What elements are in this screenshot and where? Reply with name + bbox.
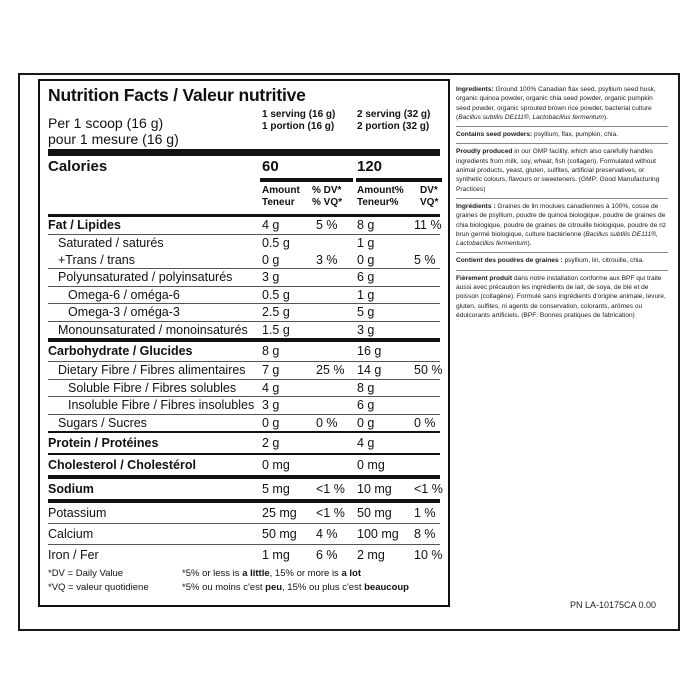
amount-col2: 10 mg [357, 482, 392, 496]
vq-definition: *VQ = valeur quotidiene [48, 582, 149, 593]
part-number: PN LA-10175CA 0.00 [570, 600, 657, 610]
contains-fr: Contient des poudres de graines : psyllium, lin, citrouille, chia. [456, 257, 644, 265]
amount-col1: 1.5 g [262, 322, 290, 337]
calories-col1: 60 [262, 158, 279, 175]
dv-col1: 3 % [316, 252, 338, 267]
nutrient-label: Soluble Fibre / Fibres solubles [68, 380, 237, 395]
nutrient-row [48, 338, 440, 361]
nutrient-label: Carbohydrate / Glucides [48, 344, 193, 358]
amount-col1: 2.5 g [262, 305, 290, 319]
dv-header-dv2: DV* [420, 185, 438, 196]
nutrient-row [48, 544, 443, 565]
nutrient-label: Sodium [48, 482, 94, 496]
dv-col2: 8 % [414, 527, 436, 541]
facility-en: Proudly produced in our GMP facility, which also carefully handles ingredients from milk, soy, wheat, fish (collagen). Formulated without animal products, yeast, gluten, sulfites, artificial preservatives, or synthetic colours, flavours or sweeteners. (GMP: Good Manufacturing Practices) [456, 148, 660, 193]
dv-header-teneur: Teneur [262, 197, 295, 208]
nutrient-row [48, 499, 440, 523]
amount-col1: 0 mg [262, 458, 290, 472]
nutrient-label: Polyunsaturated / polyinsaturés [58, 270, 233, 284]
nutrient-row [48, 286, 440, 304]
dv-col2: 5 % [414, 252, 436, 267]
dv-col1: 4 % [316, 527, 338, 541]
dv-col1: 5 % [316, 218, 338, 232]
dv-header-teneur2: Teneur% [357, 197, 399, 208]
amount-col2: 5 g [357, 305, 375, 319]
contains-en: Contains seed powders: psyllium, flax, pumpkin, chia. [456, 131, 618, 139]
nutrient-label: Potassium [48, 506, 107, 520]
nutrient-row [48, 303, 440, 321]
nutrient-label: +Trans / trans [58, 252, 135, 267]
nutrient-label: Monounsaturated / monoinsaturés [58, 322, 248, 337]
amount-col1: 1 mg [262, 548, 290, 562]
nutrient-row [48, 414, 440, 432]
serving-col2-fr: 2 portion (32 g) [357, 121, 430, 132]
nutrient-row [48, 268, 440, 286]
dv-col1: <1 % [316, 482, 345, 496]
dv-col2: 50 % [414, 363, 443, 377]
amount-col1: 7 g [262, 363, 280, 377]
nutrient-row [48, 523, 440, 544]
dv-header [48, 182, 440, 214]
amount-col1: 0.5 g [262, 287, 290, 302]
calories-row [48, 149, 440, 178]
dv-guide-fr: *5% ou moins c'est peu, 15% ou plus c'est beaucoup [182, 582, 409, 593]
nutrient-row [48, 475, 443, 499]
nutrient-row [48, 453, 440, 475]
nutrient-label: Sugars / Sucres [58, 415, 147, 430]
nutrient-row [48, 234, 440, 252]
nutrient-label: Saturated / saturés [58, 236, 164, 250]
dv-guide-en: *5% or less is a little, 15% or more is a lot [182, 568, 361, 579]
dv-col2: 0 % [414, 415, 436, 430]
amount-col1: 50 mg [262, 527, 297, 541]
nutrient-row [48, 252, 440, 269]
dv-col1: 0 % [316, 415, 338, 430]
nutrient-label: Insoluble Fibre / Fibres insolubles [68, 398, 255, 412]
amount-col1: 2 g [262, 436, 280, 450]
amount-col1: 3 g [262, 398, 280, 412]
dv-col1: <1 % [316, 506, 345, 520]
serving-col1-en: 1 serving (16 g) [262, 109, 336, 120]
nutrient-row [48, 217, 440, 234]
nutrition-facts-panel [38, 79, 450, 607]
amount-col2: 16 g [357, 344, 382, 358]
amount-col2: 0 g [357, 252, 375, 267]
amount-col1: 0 g [262, 252, 280, 267]
nutrient-label: Omega-6 / oméga-6 [68, 287, 180, 302]
calories-col2: 120 [357, 158, 383, 175]
amount-col2: 2 mg [357, 548, 385, 562]
nutrition-facts-title: Nutrition Facts / Valeur nutritive [48, 85, 306, 105]
ingredients-fr: Ingrédients : Graines de lin moulues canadiennes à 100%, cosse de graines de psyllium, poudre de quinoa biologique, poudre de graines de chia biologique, poudre de graines de citrouille biologique, poudre de riz brun germé biologique, culture bactérienne (Bacillus subtilis DE111®, Lactobacillus fermentum). [456, 202, 667, 248]
amount-col2: 8 g [357, 380, 375, 395]
per-scoop-en: Per 1 scoop (16 g) [48, 115, 164, 131]
amount-col1: 0 g [262, 415, 280, 430]
nutrition-footer [48, 567, 440, 601]
dv-header-dv: % DV* [312, 185, 342, 196]
nutrient-row [48, 361, 443, 379]
dv-header-amount2: Amount% [357, 185, 404, 196]
dv-col2: 1 % [414, 506, 436, 520]
amount-col2: 3 g [357, 322, 375, 337]
serving-col1-fr: 1 portion (16 g) [262, 121, 335, 132]
dv-col2: 10 % [414, 548, 443, 562]
nutrient-label: Cholesterol / Cholestérol [48, 458, 196, 472]
nutrient-row [48, 379, 440, 397]
dv-header-amount: Amount [262, 185, 300, 196]
nutrient-label: Protein / Protéines [48, 436, 159, 450]
amount-col1: 0.5 g [262, 236, 290, 250]
amount-col1: 8 g [262, 344, 280, 358]
amount-col2: 50 mg [357, 506, 392, 520]
serving-col2-en: 2 serving (32 g) [357, 109, 431, 120]
nutrient-rows [48, 217, 443, 565]
dv-col2: <1 % [414, 482, 443, 496]
nutrient-row [48, 431, 440, 453]
amount-col2: 100 mg [357, 527, 399, 541]
calories-label: Calories [48, 158, 108, 175]
nutrient-label: Dietary Fibre / Fibres alimentaires [58, 363, 246, 377]
amount-col2: 1 g [357, 236, 375, 250]
ingredients-column [456, 82, 668, 324]
nutrient-row [48, 321, 440, 339]
amount-col2: 6 g [357, 270, 375, 284]
nutrient-row [48, 396, 440, 414]
dv-col1: 25 % [316, 363, 345, 377]
nutrient-label: Calcium [48, 527, 94, 541]
amount-col2: 0 g [357, 415, 375, 430]
amount-col1: 3 g [262, 270, 280, 284]
amount-col1: 5 mg [262, 482, 290, 496]
dv-definition: *DV = Daily Value [48, 568, 124, 579]
amount-col2: 6 g [357, 398, 375, 412]
facility-fr: Fièrement produit dans notre installation conforme aux BPF qui traite aussi avec précaution les ingrédients de lait, de soya, de blé et de poisson (collagène). Formulé sans ingrédients d'origine animale, levure, gluten, sulfites, ni agents de conservation, colorants, arômes ou édulcorants artificiels. (BPF: Bonnes pratiques de fabrication) [456, 274, 666, 319]
amount-col2: 1 g [357, 287, 375, 302]
per-scoop-fr: pour 1 mesure (16 g) [48, 131, 179, 147]
dv-header-vq2: VQ* [420, 197, 439, 208]
dv-col1: 6 % [316, 548, 338, 562]
nutrient-label: Fat / Lipides [48, 218, 121, 232]
amount-col1: 25 mg [262, 506, 297, 520]
amount-col2: 14 g [357, 363, 382, 377]
amount-col2: 0 mg [357, 458, 385, 472]
nutrient-label: Omega-3 / oméga-3 [68, 305, 180, 319]
dv-col2: 11 % [414, 218, 442, 232]
serving-header [48, 105, 440, 149]
amount-col2: 4 g [357, 436, 375, 450]
amount-col1: 4 g [262, 380, 280, 395]
dv-header-vq: % VQ* [312, 197, 343, 208]
ingredients-en: Ingredients: Ground 100% Canadian flax seed, psyllium seed husk, organic quinoa powder, organic chia seed powder, organic pumpkin seed powder, organic sprouted brown rice powder, bacterial culture (Bacillus subtilis DE111®, Lactobacillus fermentum). [456, 86, 656, 121]
amount-col1: 4 g [262, 218, 280, 232]
amount-col2: 8 g [357, 218, 375, 232]
nutrient-label: Iron / Fer [48, 548, 99, 562]
